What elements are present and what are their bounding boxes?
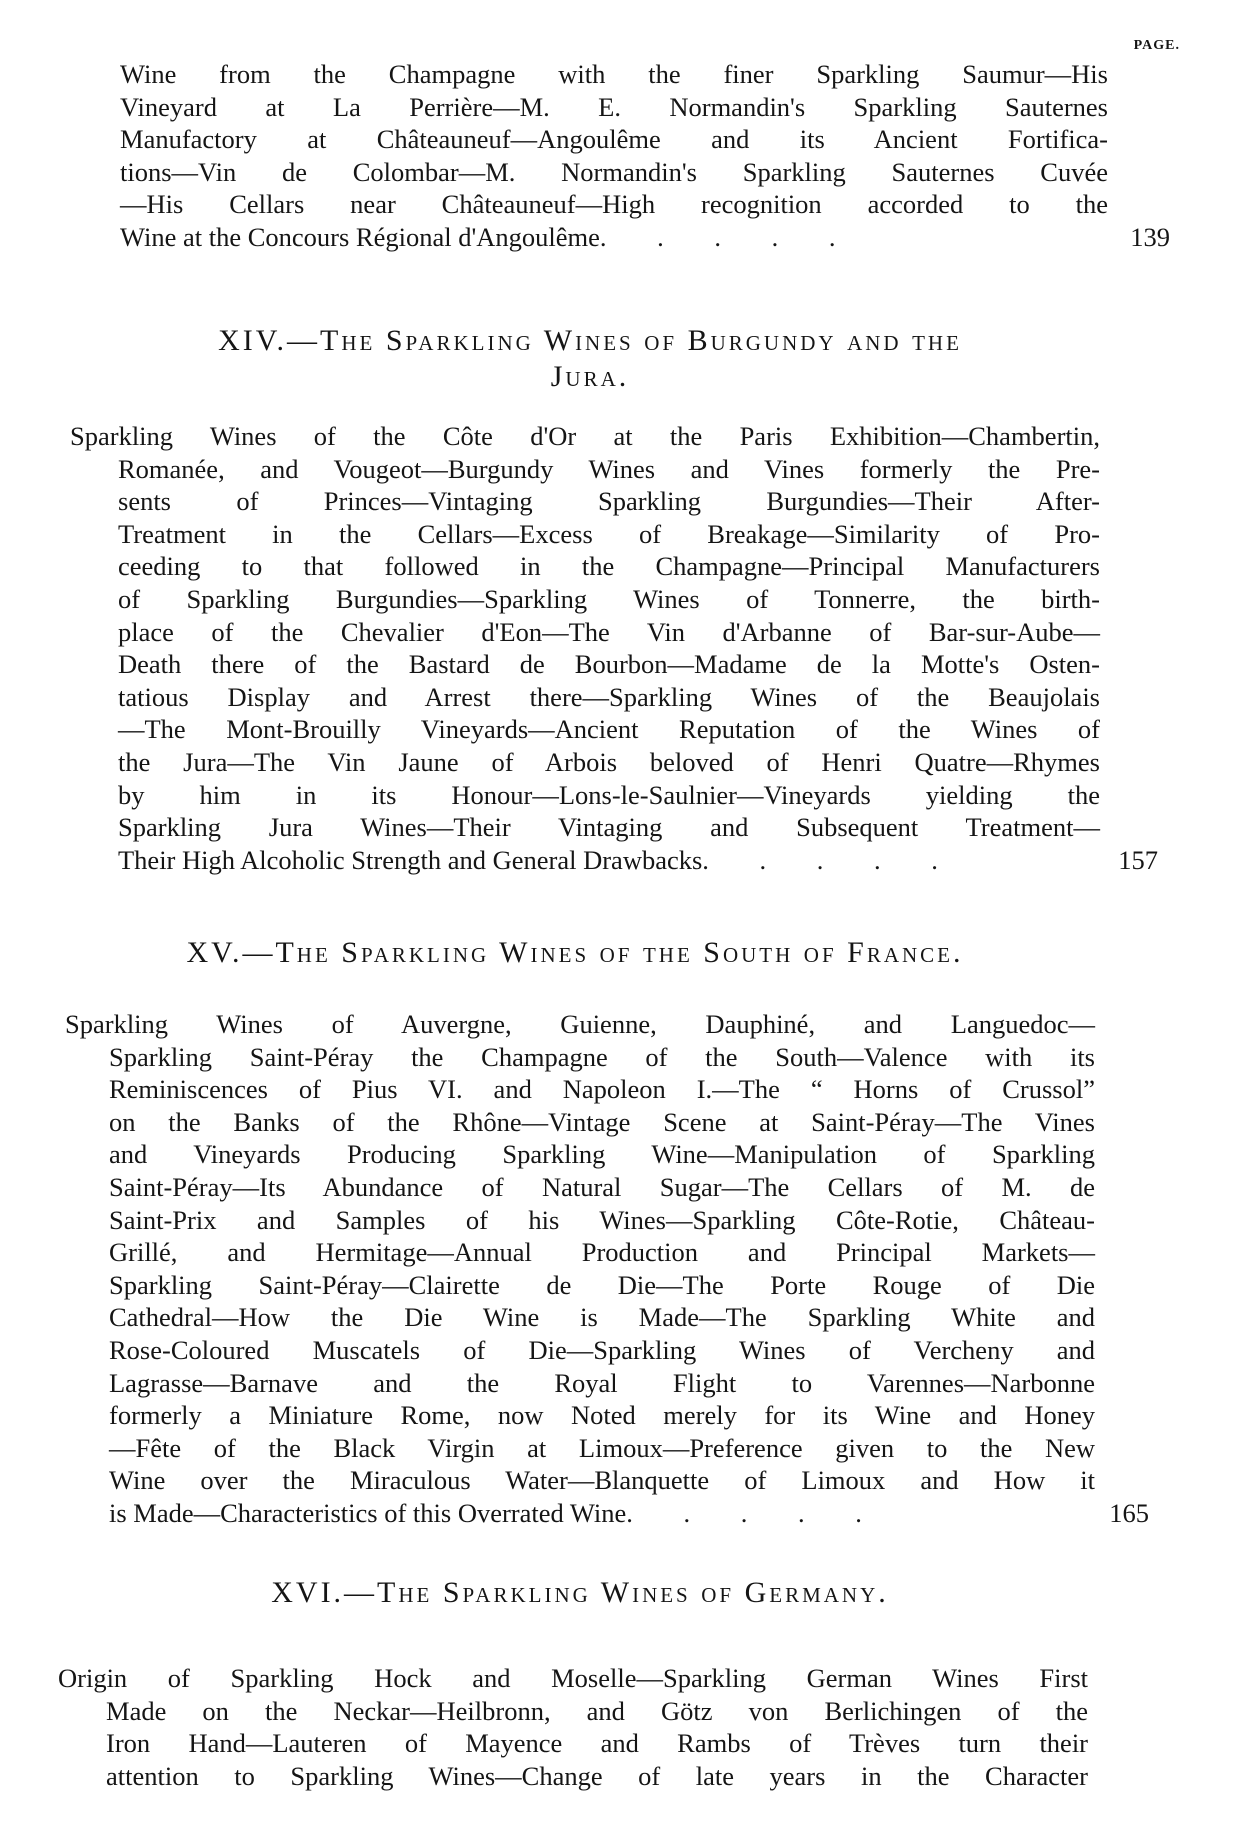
summary-line: Sparkling Wines of Auvergne, Guienne, Dauphiné, and Languedoc— xyxy=(65,1009,1095,1039)
summary-line: Manufactory at Châteauneuf—Angoulême and its Ancient Fortifica- xyxy=(120,124,1108,155)
summary-line: Wine at the Concours Régional d'Angoulême xyxy=(120,221,600,252)
page-number: 139 xyxy=(1130,221,1170,252)
summary-line: Saint-Prix and Samples of his Wines—Sparkling Côte-Rotie, Château- xyxy=(109,1204,1095,1235)
summary-line: tions—Vin de Colombar—M. Normandin's Sparkling Sauternes Cuvée xyxy=(120,156,1108,187)
summary-line: —The Mont-Brouilly Vineyards—Ancient Reputation of the Wines of xyxy=(118,714,1100,745)
summary-last-line xyxy=(120,221,1170,254)
summary-line: ceeding to that followed in the Champagne—Principal Manufacturers xyxy=(118,551,1100,582)
chapter-xv-heading xyxy=(50,935,1100,971)
summary-line: Sparkling Saint-Péray the Champagne of the South—Valence with its xyxy=(109,1041,1095,1072)
summary-line: Saint-Péray—Its Abundance of Natural Sugar—The Cellars of M. de xyxy=(109,1171,1095,1202)
summary-line: Sparkling Wines of the Côte d'Or at the Paris Exhibition—Chambertin, xyxy=(70,421,1100,451)
summary-line: Rose-Coloured Muscatels of Die—Sparkling Wines of Vercheny and xyxy=(109,1334,1095,1365)
chapter-heading-line: Jura. xyxy=(550,360,630,393)
summary-continuation xyxy=(70,453,1158,877)
chapter-xiii-summary xyxy=(120,58,1170,254)
chapter-xv-summary xyxy=(65,1008,1149,1530)
summary-line: —His Cellars near Châteauneuf—High recognition accorded to the xyxy=(120,189,1108,220)
summary-line: Wine from the Champagne with the finer Sparkling Saumur—His xyxy=(120,59,1108,89)
summary-line: Lagrasse—Barnave and the Royal Flight to Varennes—Narbonne xyxy=(109,1367,1095,1398)
leader-dots: . . . . . xyxy=(626,1497,884,1528)
summary-line: tatious Display and Arrest there—Sparkling Wines of the Beaujolais xyxy=(118,681,1100,712)
summary-last-line xyxy=(118,844,1158,877)
summary-line: place of the Chevalier d'Eon—The Vin d'Arbanne of Bar-sur-Aube— xyxy=(118,616,1100,647)
summary-line: Romanée, and Vougeot—Burgundy Wines and Vines formerly the Pre- xyxy=(118,453,1100,484)
chapter-heading-line: XVI.—The Sparkling Wines of Germany. xyxy=(271,1576,889,1609)
summary-line: formerly a Miniature Rome, now Noted merely for its Wine and Honey xyxy=(109,1400,1095,1431)
page-column-label: PAGE. xyxy=(1133,38,1180,53)
summary-line: Iron Hand—Lauteren of Mayence and Rambs of Trèves turn their xyxy=(106,1728,1088,1759)
chapter-xiv-heading xyxy=(90,323,1090,395)
summary-line: Death there of the Bastard de Bourbon—Madame de la Motte's Osten- xyxy=(118,649,1100,680)
summary-line: the Jura—The Vin Jaune of Arbois beloved of Henri Quatre—Rhymes xyxy=(118,746,1100,777)
chapter-xiv-summary xyxy=(70,420,1158,876)
summary-line: on the Banks of the Rhône—Vintage Scene at Saint-Péray—The Vines xyxy=(109,1106,1095,1137)
summary-last-line xyxy=(109,1497,1149,1530)
summary-continuation xyxy=(58,1695,1088,1793)
chapter-xvi-summary xyxy=(58,1662,1088,1792)
summary-line: Their High Alcoholic Strength and General Drawbacks xyxy=(118,844,703,875)
summary-line: of Sparkling Burgundies—Sparkling Wines of Tonnerre, the birth- xyxy=(118,583,1100,614)
summary-line: Reminiscences of Pius VI. and Napoleon I.—The “ Horns of Crussol” xyxy=(109,1074,1095,1105)
summary-line: Sparkling Jura Wines—Their Vintaging and Subsequent Treatment— xyxy=(118,812,1100,843)
summary-line: Wine over the Miraculous Water—Blanquette of Limoux and How it xyxy=(109,1465,1095,1496)
summary-line: Treatment in the Cellars—Excess of Breakage—Similarity of Pro- xyxy=(118,518,1100,549)
page-number: 165 xyxy=(1109,1497,1149,1528)
summary-line: sents of Princes—Vintaging Sparkling Burgundies—Their After- xyxy=(118,486,1100,517)
summary-line: by him in its Honour—Lons-le-Saulnier—Vineyards yielding the xyxy=(118,779,1100,810)
summary-line: Made on the Neckar—Heilbronn, and Götz von Berlichingen of the xyxy=(106,1695,1088,1726)
chapter-heading-line: XIV.—The Sparkling Wines of Burgundy and the xyxy=(218,324,962,357)
chapter-xvi-heading xyxy=(80,1575,1080,1611)
summary-line: is Made—Characteristics of this Overrated Wine xyxy=(109,1497,627,1528)
summary-line: Grillé, and Hermitage—Annual Production and Principal Markets— xyxy=(109,1237,1095,1268)
chapter-heading-line: XV.—The Sparkling Wines of the South of France. xyxy=(186,936,964,969)
summary-line: and Vineyards Producing Sparkling Wine—Manipulation of Sparkling xyxy=(109,1139,1095,1170)
summary-line: attention to Sparkling Wines—Change of late years in the Character xyxy=(106,1760,1088,1791)
summary-line: —Fête of the Black Virgin at Limoux—Preference given to the New xyxy=(109,1432,1095,1463)
summary-continuation xyxy=(65,1041,1149,1530)
page-number: 157 xyxy=(1118,844,1158,875)
summary-line: Origin of Sparkling Hock and Moselle—Sparkling German Wines First xyxy=(58,1663,1088,1693)
summary-line: Cathedral—How the Die Wine is Made—The Sparkling White and xyxy=(109,1302,1095,1333)
leader-dots: . . . . . xyxy=(599,221,858,252)
summary-line: Vineyard at La Perrière—M. E. Normandin's Sparkling Sauternes xyxy=(120,91,1108,122)
leader-dots: . . . . . xyxy=(702,844,960,875)
summary-line: Sparkling Saint-Péray—Clairette de Die—The Porte Rouge of Die xyxy=(109,1269,1095,1300)
